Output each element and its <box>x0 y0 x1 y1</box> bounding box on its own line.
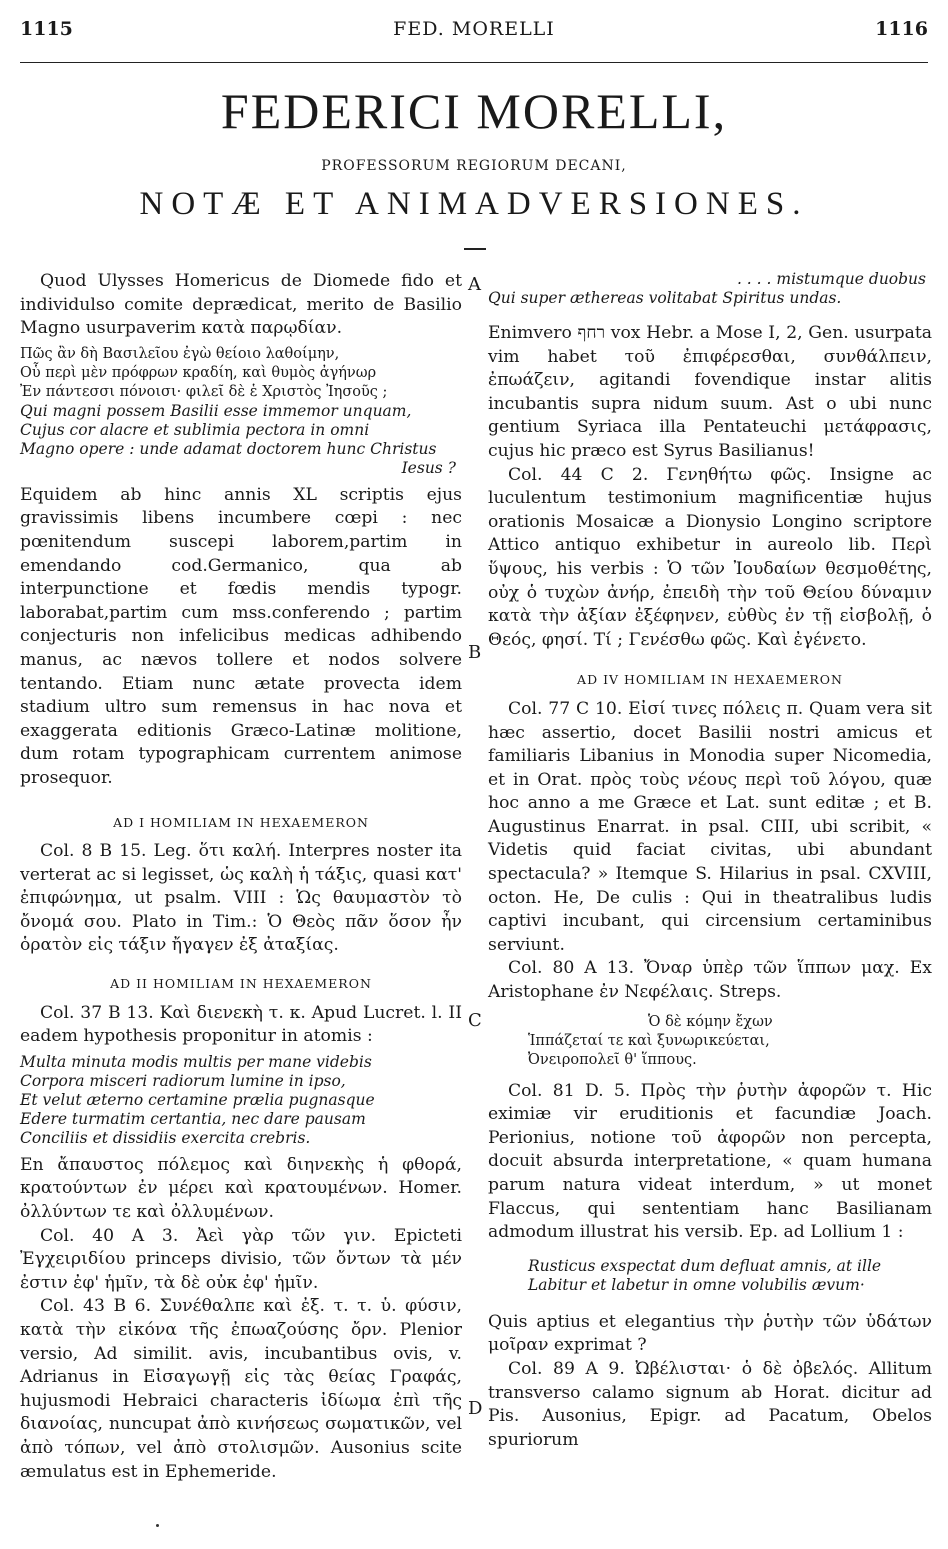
verse-line: Ὀνειροπολεῖ θ' ἵππους. <box>528 1051 697 1068</box>
latin-verse <box>20 402 462 478</box>
note-col-81: Col. 81 D. 5. Πρὸς τὴν ῥυτὴν ἀφορῶν τ. Hic eximiæ vir eruditionis et facundiæ Joach. Perionius, notione τοῦ ἀφορῶν non percepta, docuit absurda interpretatione, « quam humana parum natura videat interdum, » ut monet Flaccus, qui sententiam hanc Basilianam admodum illustrat his versib. Ep. ad Lollium 1 : <box>488 1080 932 1243</box>
margin-letter-d: D <box>468 1398 483 1419</box>
margin-letter-c: C <box>468 1010 482 1031</box>
note-col-89: Col. 89 A 9. Ὠβέλισται· ὁ δὲ ὀβελός. Allitum transverso calamo signum ab Horat. dicitur ad Pis. Ausonius, Epigr. ad Pacatum, Obelos spuriorum <box>488 1358 932 1450</box>
section-heading-4: AD IV HOMILIAM IN HEXAEMERON <box>577 672 843 688</box>
page-number-right: 1116 <box>875 18 928 40</box>
title-dash <box>464 248 486 250</box>
intro-paragraph: Quod Ulysses Homericus de Diomede fido et individulso comite deprædicat, merito de Basilio Magno usurpaverim κατὰ παρῳδίαν. <box>20 271 462 339</box>
verse-line: Iesus ? <box>401 458 456 477</box>
note-col-40: Col. 40 A 3. Ἀεὶ γὰρ τῶν γιν. Epicteti Ἐγχειριδίου princeps divisio, τῶν ὄντων τὰ μέν ἐστιν ἐφ' ἡμῖν, τὰ δὲ οὐκ ἐφ' ἡμῖν. <box>20 1225 462 1293</box>
running-title: FED. MORELLI <box>393 18 555 40</box>
verse-line: Ἐν πάντεσσι πόνοισι· φιλεῖ δὲ ἑ Χριστὸς Ἰησοῦς ; <box>20 383 388 400</box>
header-rule <box>20 62 928 63</box>
paragraph: Equidem ab hinc annis XL scriptis ejus gravissimis libens incumbere cœpi : nec pœnitendum suscepi laborem,partim in emendando cod.Germanico, qua ab interpunctione et fœdis mendis typogr. laborabat,partim cum mss.conferendo ; partim conjecturis non infelicibus medicas adhibendo manus, ac nævos tollere et nodos solvere tentando. Etiam nunc ætate provecta idem stadium ultro sum remensus in hac nova et exaggerata editionis Græco-Latinæ molitione, dum rotam typographicam currentem animose prosequor. <box>20 484 462 788</box>
section-heading-1: AD I HOMILIAM IN HEXAEMERON <box>113 814 369 830</box>
note-col-37: Col. 37 B 13. Καὶ διενεκὴ τ. κ. Apud Lucret. l. II eadem hypothesis proponitur in atomis : <box>20 1002 462 1047</box>
verse-line: Et velut æterno certamine prælia pugnasque <box>20 1090 375 1109</box>
section-heading-2: AD II HOMILIAM IN HEXAEMERON <box>110 976 372 992</box>
aristophanes-quote <box>488 1013 932 1070</box>
horace-verse <box>488 1257 932 1295</box>
greek-verse <box>20 345 462 402</box>
verse-line: Conciliis et dissidiis exercita crebris. <box>20 1128 311 1147</box>
note-col-77: Col. 77 C 10. Εἰσί τινες πόλεις π. Quam vera sit hæc assertio, docet Basilii nostri amicus et familiaris Libanius in Monodia super Nicomedia, et in Orat. πρὸς τοὺς νέους περὶ τοῦ λόγου, quæ hoc anno a me Græce et Lat. sunt editæ ; et B. Augustinus Enarrat. in psal. CIII, ubi scribit, « Videtis quid faciat civitas, ubi abundant spectacula? » Itemque S. Hilarius in psal. CXVIII, octon. He, De culis : Qui in theatralibus ludis captivi incubant, qui circensium certaminibus serviunt. <box>488 698 932 955</box>
page-subtitle: PROFESSORUM REGIORUM DECANI, <box>321 158 627 174</box>
paragraph: En ἄπαυστος πόλεμος καὶ διηνεκὴς ἡ φθορά, κρατούντων ἐν μέρει καὶ κρατουμένων. Homer. ὀλλύντων τε καὶ ὀλλυμένων. <box>20 1154 462 1223</box>
page-title: FEDERICI MORELLI, <box>220 83 728 139</box>
verse-line: Ὁ δὲ κόμην ἔχων <box>648 1013 773 1030</box>
print-speck <box>156 1524 159 1527</box>
latin-verse-top <box>488 270 932 308</box>
verse-line: Labitur et labetur in omne volubilis ævum· <box>528 1275 865 1294</box>
verse-line: Corpora misceri radiorum lumine in ipso, <box>20 1071 346 1090</box>
left-column <box>20 270 462 1484</box>
verse-line: Edere turmatim certantia, nec dare pausam <box>20 1109 366 1128</box>
note-col-8: Col. 8 B 15. Leg. ὅτι καλή. Interpres noster ita verterat ac si legisset, ὡς καλὴ ἡ τάξις, quasi κατ' ἐπιφώνημα, ut psalm. VIII : Ὡς θαυμαστὸν τὸ ὄνομά σου. Plato in Tim.: Ὁ Θεὸς πᾶν ὅσον ἦν ὁρατὸν εἰς τάξιν ἤγαγεν ἐξ ἀταξίας. <box>20 841 462 956</box>
note-col-43: Col. 43 B 6. Συνέθαλπε καὶ ἐξ. τ. τ. ὑ. φύσιν, κατὰ τὴν εἰκόνα τῆς ἐπωαζούσης ὄρν. Plenior versio, Ad similit. avis, incubantibus ovis, v. Adrianus in Εἰσαγωγῇ εἰς τὰς θείας Γραφάς, hujusmodi Hebraici characteris ἰδίωμα ἐπὶ τῆς διανοίας, nuncupat ἀπὸ κινήσεως σωματικῶν, vel ἀπὸ τόπων, vel ἀπὸ στολισμῶν. Ausonius scite æmulatus est in Ephemeride. <box>20 1296 462 1482</box>
verse-line: Magno opere : unde adamat doctorem hunc Christus <box>20 439 437 458</box>
note-col-80: Col. 80 A 13. Ὄναρ ὑπὲρ τῶν ἵππων μαχ. Ex Aristophane ἐν Νεφέλαις. Streps. <box>488 958 932 1003</box>
note-col-44: Col. 44 C 2. Γενηθήτω φῶς. Insigne ac luculentum testimonium magnificentiæ hujus orationis Mosaicæ a Dionysio Longino scriptore Attico antiquo exhibetur in aureolo lib. Περὶ ὕψους, his verbis : Ὁ τῶν Ἰουδαίων θεσμοθέτης, οὐχ ὁ τυχὼν ἀνήρ, ἐπειδὴ τὴν τοῦ Θείου δύναμιν κατὰ τὴν ἀξίαν ἐξέφηνεν, εὐθὺς ἐν τῇ εἰσβολῇ, ὁ Θεός, φησί. Τί ; Γενέσθω φῶς. Καὶ ἐγένετο. <box>488 464 932 650</box>
verse-line: Ἱππάζεταί τε καὶ ξυνωρικεύεται, <box>528 1032 770 1049</box>
verse-line: Cujus cor alacre et sublimia pectora in omni <box>20 420 370 439</box>
verse-line: Οὗ περὶ μὲν πρόφρων κραδίη, καὶ θυμὸς ἀγήνωρ <box>20 364 377 381</box>
page-number-left: 1115 <box>20 18 73 40</box>
paragraph: Enimvero רחף vox Hebr. a Mose I, 2, Gen. usurpata vim habet τοῦ ἐπιφέρεσθαι, συνθάλπειν, ἐπωάζειν, agitandi fovendique instar alitis incubantis supra nidum suum. Ast o ubi nunc gentium Syriaca illa Pentateuchi μετάφρασις, cujus hic præco est Syrus Basilianus! <box>488 323 932 461</box>
paragraph: Quis aptius et elegantius τὴν ῥυτὴν τῶν ὑδάτων μοῖραν exprimat ? <box>488 1311 932 1356</box>
lucretius-verse <box>20 1053 462 1148</box>
margin-letter-b: B <box>468 642 482 663</box>
section-heading: NOTÆ ET ANIMADVERSIONES. <box>139 186 809 222</box>
margin-letter-a: A <box>468 274 481 295</box>
running-header <box>0 18 948 48</box>
verse-line: Qui super æthereas volitabat Spiritus undas. <box>488 289 842 307</box>
verse-line: Multa minuta modis multis per mane videbis <box>20 1052 372 1071</box>
right-column <box>488 270 932 1452</box>
verse-line: . . . . mistumque duobus <box>736 270 926 288</box>
verse-line: Πῶς ἂν δὴ Βασιλεῖου ἐγὼ θείοιο λαθοίμην, <box>20 345 340 362</box>
verse-line: Rusticus exspectat dum defluat amnis, at ille <box>528 1256 882 1275</box>
verse-line: Qui magni possem Basilii esse immemor unquam, <box>20 401 412 420</box>
